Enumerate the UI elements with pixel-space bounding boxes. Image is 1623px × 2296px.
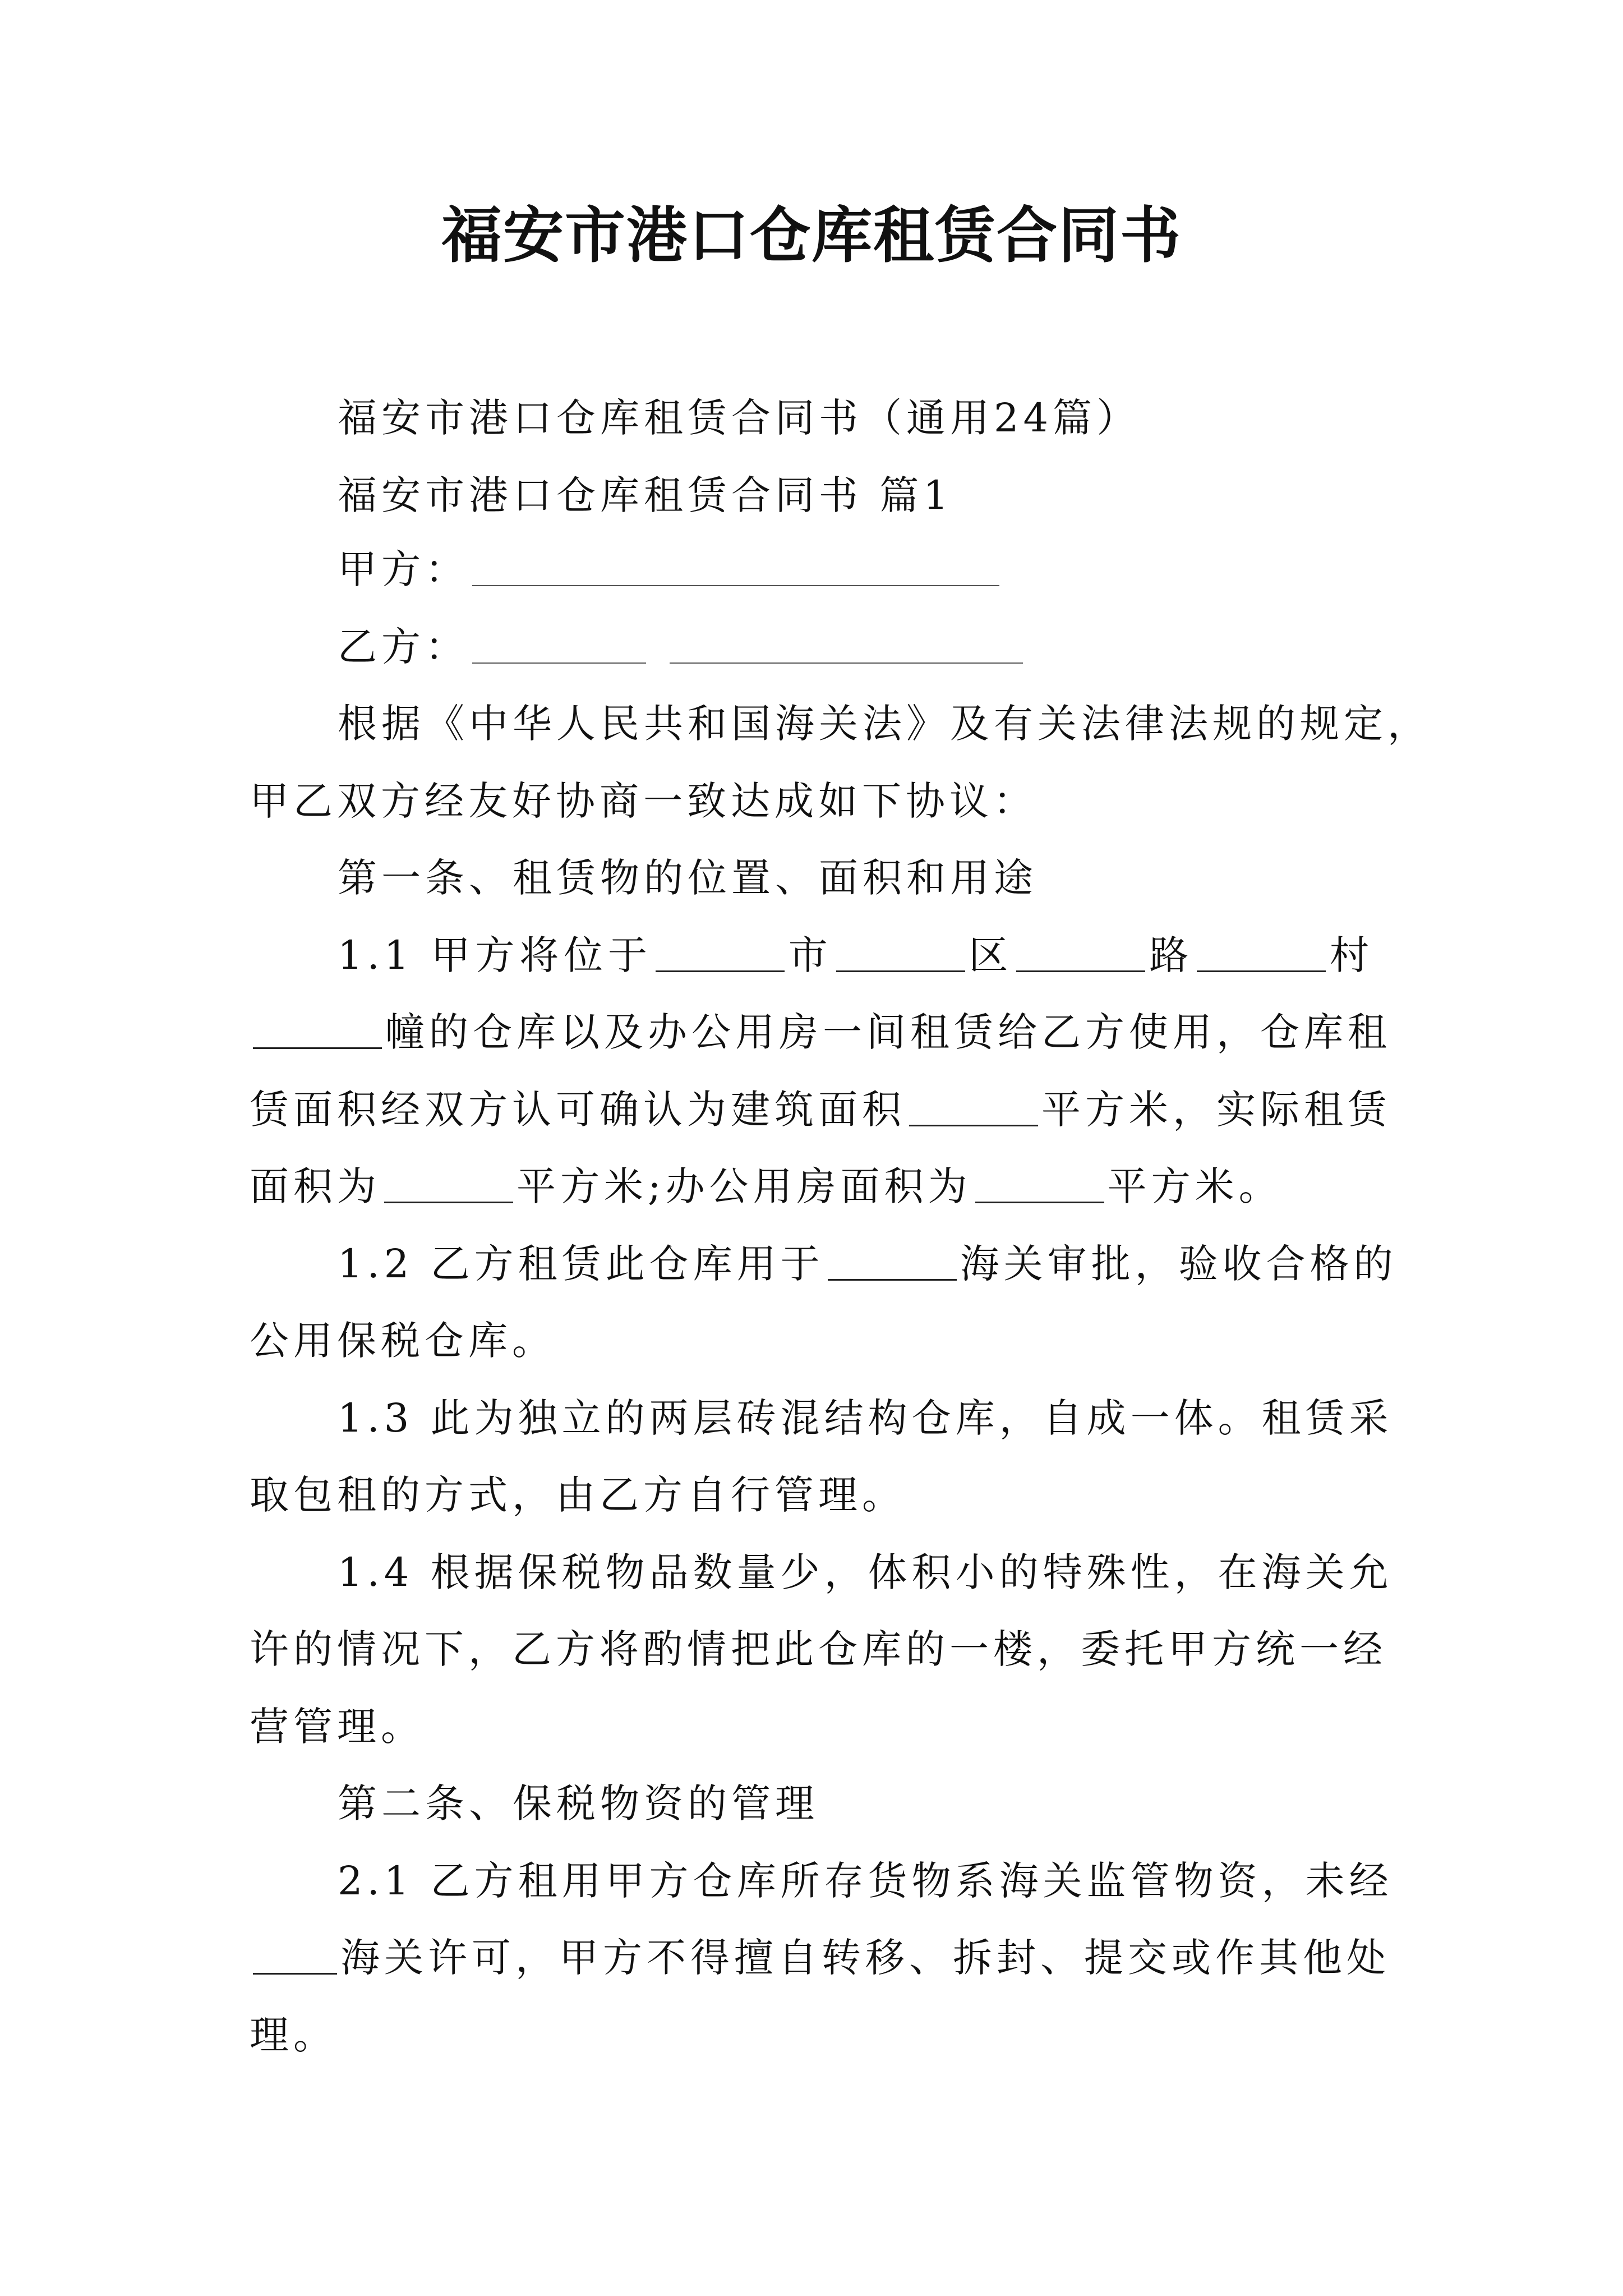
building-blank xyxy=(253,1014,382,1049)
city-word: 市 xyxy=(787,932,833,978)
clause-1-1-line-4 xyxy=(250,1161,1283,1212)
clause-2-1-line-1: 2.1 乙方租用甲方仓库所存货物系海关监管物资，未经 xyxy=(338,1858,1393,1904)
clause-1-1-line-3-prefix: 赁面积经双方认可确认为建筑面积 xyxy=(250,1087,906,1133)
party-a-blank xyxy=(472,551,999,586)
village-blank xyxy=(1197,937,1326,972)
clause-1-2-line-1 xyxy=(338,1239,1398,1289)
clause-1-1-line-4-suffix: 平方米。 xyxy=(1107,1163,1283,1209)
part-heading: 福安市港口仓库租赁合同书 篇1 xyxy=(338,472,953,518)
clause-2-1-line-2 xyxy=(250,1932,1390,1983)
clause-1-2-suffix: 海关审批，验收合格的 xyxy=(960,1241,1398,1287)
actual-area-blank xyxy=(384,1168,513,1203)
party-b-line xyxy=(338,622,1026,672)
clause-1-1-line-2 xyxy=(250,1007,1391,1057)
clause-1-1-line-3 xyxy=(250,1084,1391,1135)
clause-1-2-prefix: 1.2 乙方租赁此仓库用于 xyxy=(338,1241,824,1287)
district-word: 区 xyxy=(968,932,1013,978)
clause-2-1-line-2-text: 海关许可，甲方不得擅自转移、拆封、提交或作其他处 xyxy=(340,1935,1390,1981)
document-subtitle: 福安市港口仓库租赁合同书（通用24篇） xyxy=(338,395,1141,441)
party-a-line xyxy=(338,544,1003,595)
clause-1-1-line-4-mid: 平方米;办公用房面积为 xyxy=(517,1163,972,1209)
party-a-label: 甲方： xyxy=(338,546,469,592)
village-word: 村 xyxy=(1329,932,1374,978)
clause-1-1-line-2-text: 幢的仓库以及办公用房一间租赁给乙方使用，仓库租 xyxy=(385,1009,1391,1055)
article-1-heading: 第一条、租赁物的位置、面积和用途 xyxy=(338,855,1038,901)
intro-line-1: 根据《中华人民共和国海关法》及有关法律法规的规定， xyxy=(338,701,1431,747)
party-b-label: 乙方： xyxy=(338,624,469,670)
clause-1-3-line-1: 1.3 此为独立的两层砖混结构仓库，自成一体。租赁采 xyxy=(338,1395,1393,1441)
building-area-blank xyxy=(909,1091,1038,1126)
clause-1-1-prefix: 1.1 甲方将位于 xyxy=(338,932,652,978)
article-2-heading: 第二条、保税物资的管理 xyxy=(338,1780,819,1826)
clause-1-4-line-3: 营管理。 xyxy=(250,1704,425,1750)
clause-1-1-line-4-prefix: 面积为 xyxy=(250,1163,381,1209)
city-blank xyxy=(656,937,785,972)
road-word: 路 xyxy=(1149,932,1194,978)
document-title: 福安市港口仓库租赁合同书 xyxy=(441,200,1182,271)
clause-1-4-line-2: 许的情况下，乙方将酌情把此仓库的一楼，委托甲方统一经 xyxy=(250,1626,1387,1672)
party-b-blank-2 xyxy=(670,629,1023,664)
clause-1-1-line-1 xyxy=(338,930,1373,981)
clause-1-4-line-1: 1.4 根据保税物品数量少，体积小的特殊性，在海关允 xyxy=(338,1549,1393,1595)
customs-office-blank xyxy=(253,1939,337,1975)
intro-line-2: 甲乙双方经友好协商一致达成如下协议： xyxy=(250,778,1037,824)
clause-2-1-line-3: 理。 xyxy=(250,2012,337,2058)
district-blank xyxy=(836,937,965,972)
party-b-blank-1 xyxy=(472,629,646,664)
office-area-blank xyxy=(975,1168,1104,1203)
customs-blank xyxy=(828,1245,957,1281)
clause-1-1-line-3-suffix: 平方米，实际租赁 xyxy=(1041,1087,1391,1133)
clause-1-2-line-2: 公用保税仓库。 xyxy=(250,1318,556,1364)
clause-1-3-line-2: 取包租的方式，由乙方自行管理。 xyxy=(250,1472,906,1518)
road-blank xyxy=(1016,937,1145,972)
